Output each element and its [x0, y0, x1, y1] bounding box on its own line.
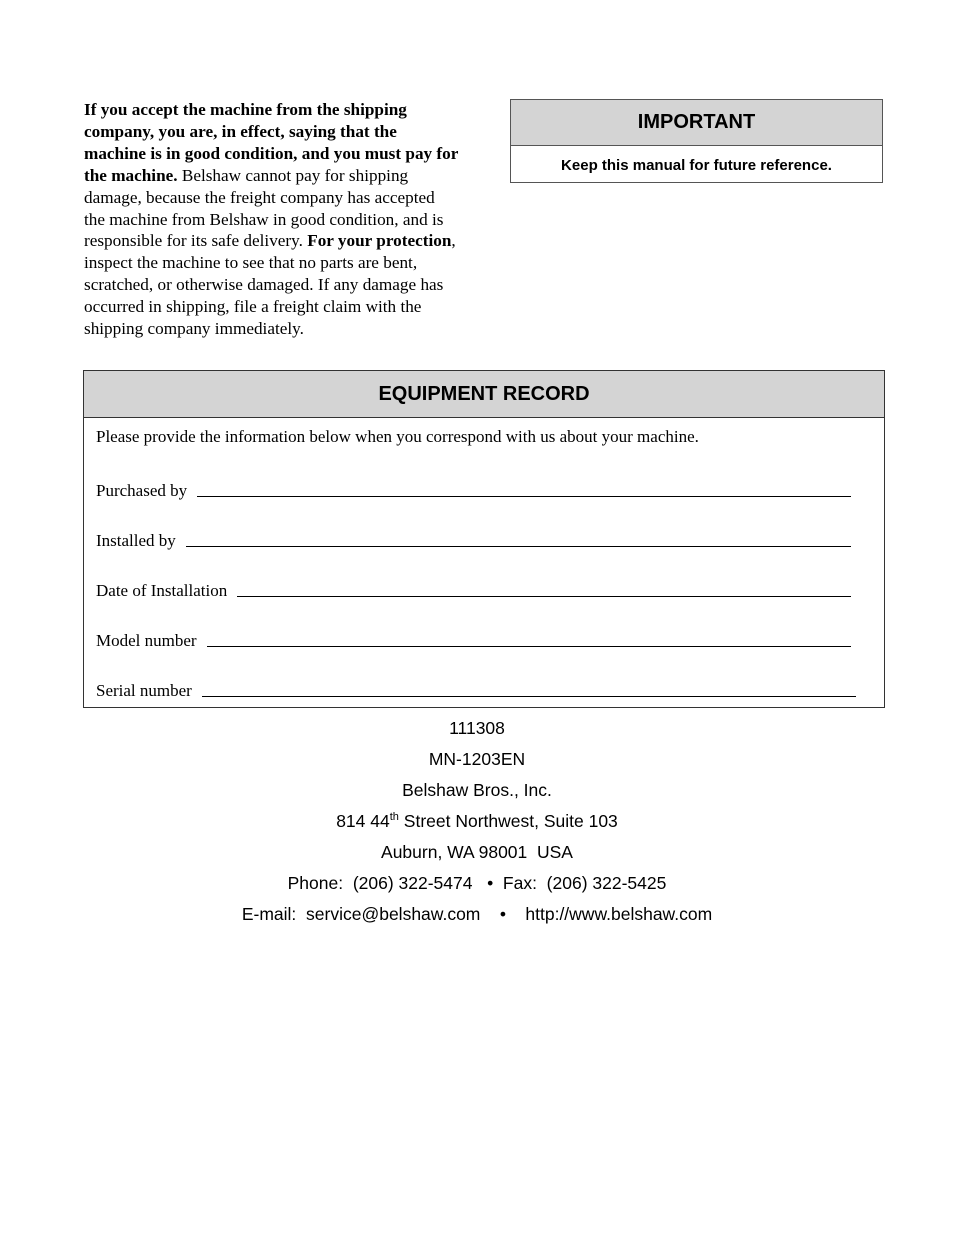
company-name: Belshaw Bros., Inc. [402, 780, 552, 800]
field-label: Serial number [96, 681, 192, 700]
field-installed-by [96, 527, 851, 551]
address-street: Street Northwest, Suite 103 [398, 811, 618, 831]
doc-date: 111308 [449, 718, 505, 738]
footer-contact [0, 713, 954, 930]
field-label: Model number [96, 631, 197, 650]
shipping-notice-bold-protection: For your protection [307, 231, 452, 251]
equipment-record-title: EQUIPMENT RECORD [84, 371, 884, 418]
field-label: Purchased by [96, 481, 188, 500]
address-number: 814 44 [336, 811, 390, 831]
field-purchased-by [96, 477, 851, 501]
date-of-installation-line[interactable] [237, 595, 851, 597]
address-ordinal: th [389, 811, 399, 824]
serial-number-line[interactable] [202, 695, 856, 697]
shipping-notice-text-1: Belshaw cannot pay for shipping damage, because the freight company has accepted the machine from Belshaw in good condition, and is responsible for its safe delivery. [84, 165, 444, 251]
field-serial-number [96, 677, 856, 701]
installed-by-line[interactable] [186, 545, 851, 547]
purchased-by-line[interactable] [197, 495, 851, 497]
email-web[interactable]: E-mail: service@belshaw.com • http://www.belshaw.com [241, 904, 713, 924]
equipment-record [83, 370, 885, 708]
field-label: Installed by [96, 531, 176, 550]
street-address [0, 806, 954, 837]
shipping-notice-bold-intro: If you accept the machine from the shipping company, you are, in effect, saying that the machine is in good condition, and you must pay for the machine. [84, 100, 459, 185]
important-title: IMPORTANT [511, 100, 882, 146]
field-label: Date of Installation [96, 581, 228, 600]
city-line: Auburn, WA 98001 USA [381, 842, 573, 862]
field-model-number [96, 627, 851, 651]
field-date-of-installation [96, 577, 851, 601]
shipping-notice-text-2: , inspect the machine to see that no parts are bent, scratched, or otherwise damaged. If any damage has occurred in shipping, file a freight claim with the shipping company immediately. [84, 231, 456, 339]
doc-code: MN-1203EN [428, 749, 526, 769]
phone-fax: Phone: (206) 322-5474 • Fax: (206) 322-5425 [287, 873, 667, 893]
important-text: Keep this manual for future reference. [561, 156, 832, 174]
model-number-line[interactable] [207, 645, 851, 647]
equipment-record-intro: Please provide the information below when you correspond with us about your machine. [96, 427, 699, 446]
important-box [510, 99, 883, 183]
shipping-notice [84, 99, 460, 340]
